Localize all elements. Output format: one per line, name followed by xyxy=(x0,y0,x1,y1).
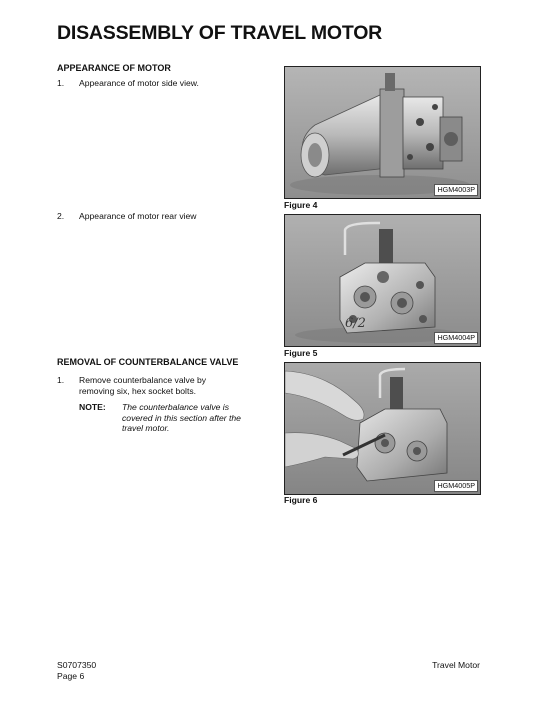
footer-left xyxy=(57,660,96,682)
step-text: Appearance of motor rear view xyxy=(79,211,197,221)
note-label: NOTE: xyxy=(79,402,106,412)
note-line1: The counterbalance valve is xyxy=(122,402,230,412)
note-line3: travel motor. xyxy=(122,423,170,433)
step-number: 1. xyxy=(57,78,65,88)
motor-rear-view-image xyxy=(285,215,480,346)
figure-6-photo xyxy=(284,362,481,495)
figure-code: HGM4004P xyxy=(434,332,478,344)
doc-number: S0707350 xyxy=(57,660,97,670)
figure-4-photo xyxy=(284,66,481,199)
step-appearance-2 xyxy=(57,211,267,223)
page-number: Page 6 xyxy=(57,671,85,681)
page-title: DISASSEMBLY OF TRAVEL MOTOR xyxy=(57,22,383,44)
motor-side-view-image xyxy=(285,67,480,198)
section-heading-removal: REMOVAL OF COUNTERBALANCE VALVE xyxy=(57,357,239,367)
step-appearance-1 xyxy=(57,78,267,90)
counterbalance-removal-image xyxy=(285,363,480,494)
step-text-line1: Remove counterbalance valve by xyxy=(79,375,207,385)
step-number: 1. xyxy=(57,375,65,385)
footer-section-name: Travel Motor xyxy=(432,660,480,670)
figure-4-caption: Figure 4 xyxy=(284,200,318,210)
figure-code: HGM4005P xyxy=(434,480,478,492)
step-number: 2. xyxy=(57,211,65,221)
step-text-line2: removing six, hex socket bolts. xyxy=(79,386,197,396)
figure-6-caption: Figure 6 xyxy=(284,495,318,505)
note-text xyxy=(122,402,250,434)
figure-5-photo xyxy=(284,214,481,347)
section-heading-appearance: APPEARANCE OF MOTOR xyxy=(57,63,171,73)
handwritten-mark: 6/2 xyxy=(345,316,366,331)
step-removal-1 xyxy=(57,375,250,399)
note-line2: covered in this section after the xyxy=(122,412,241,423)
figure-code: HGM4003P xyxy=(434,184,478,196)
step-text: Appearance of motor side view. xyxy=(79,78,199,88)
figure-5-caption: Figure 5 xyxy=(284,348,318,358)
